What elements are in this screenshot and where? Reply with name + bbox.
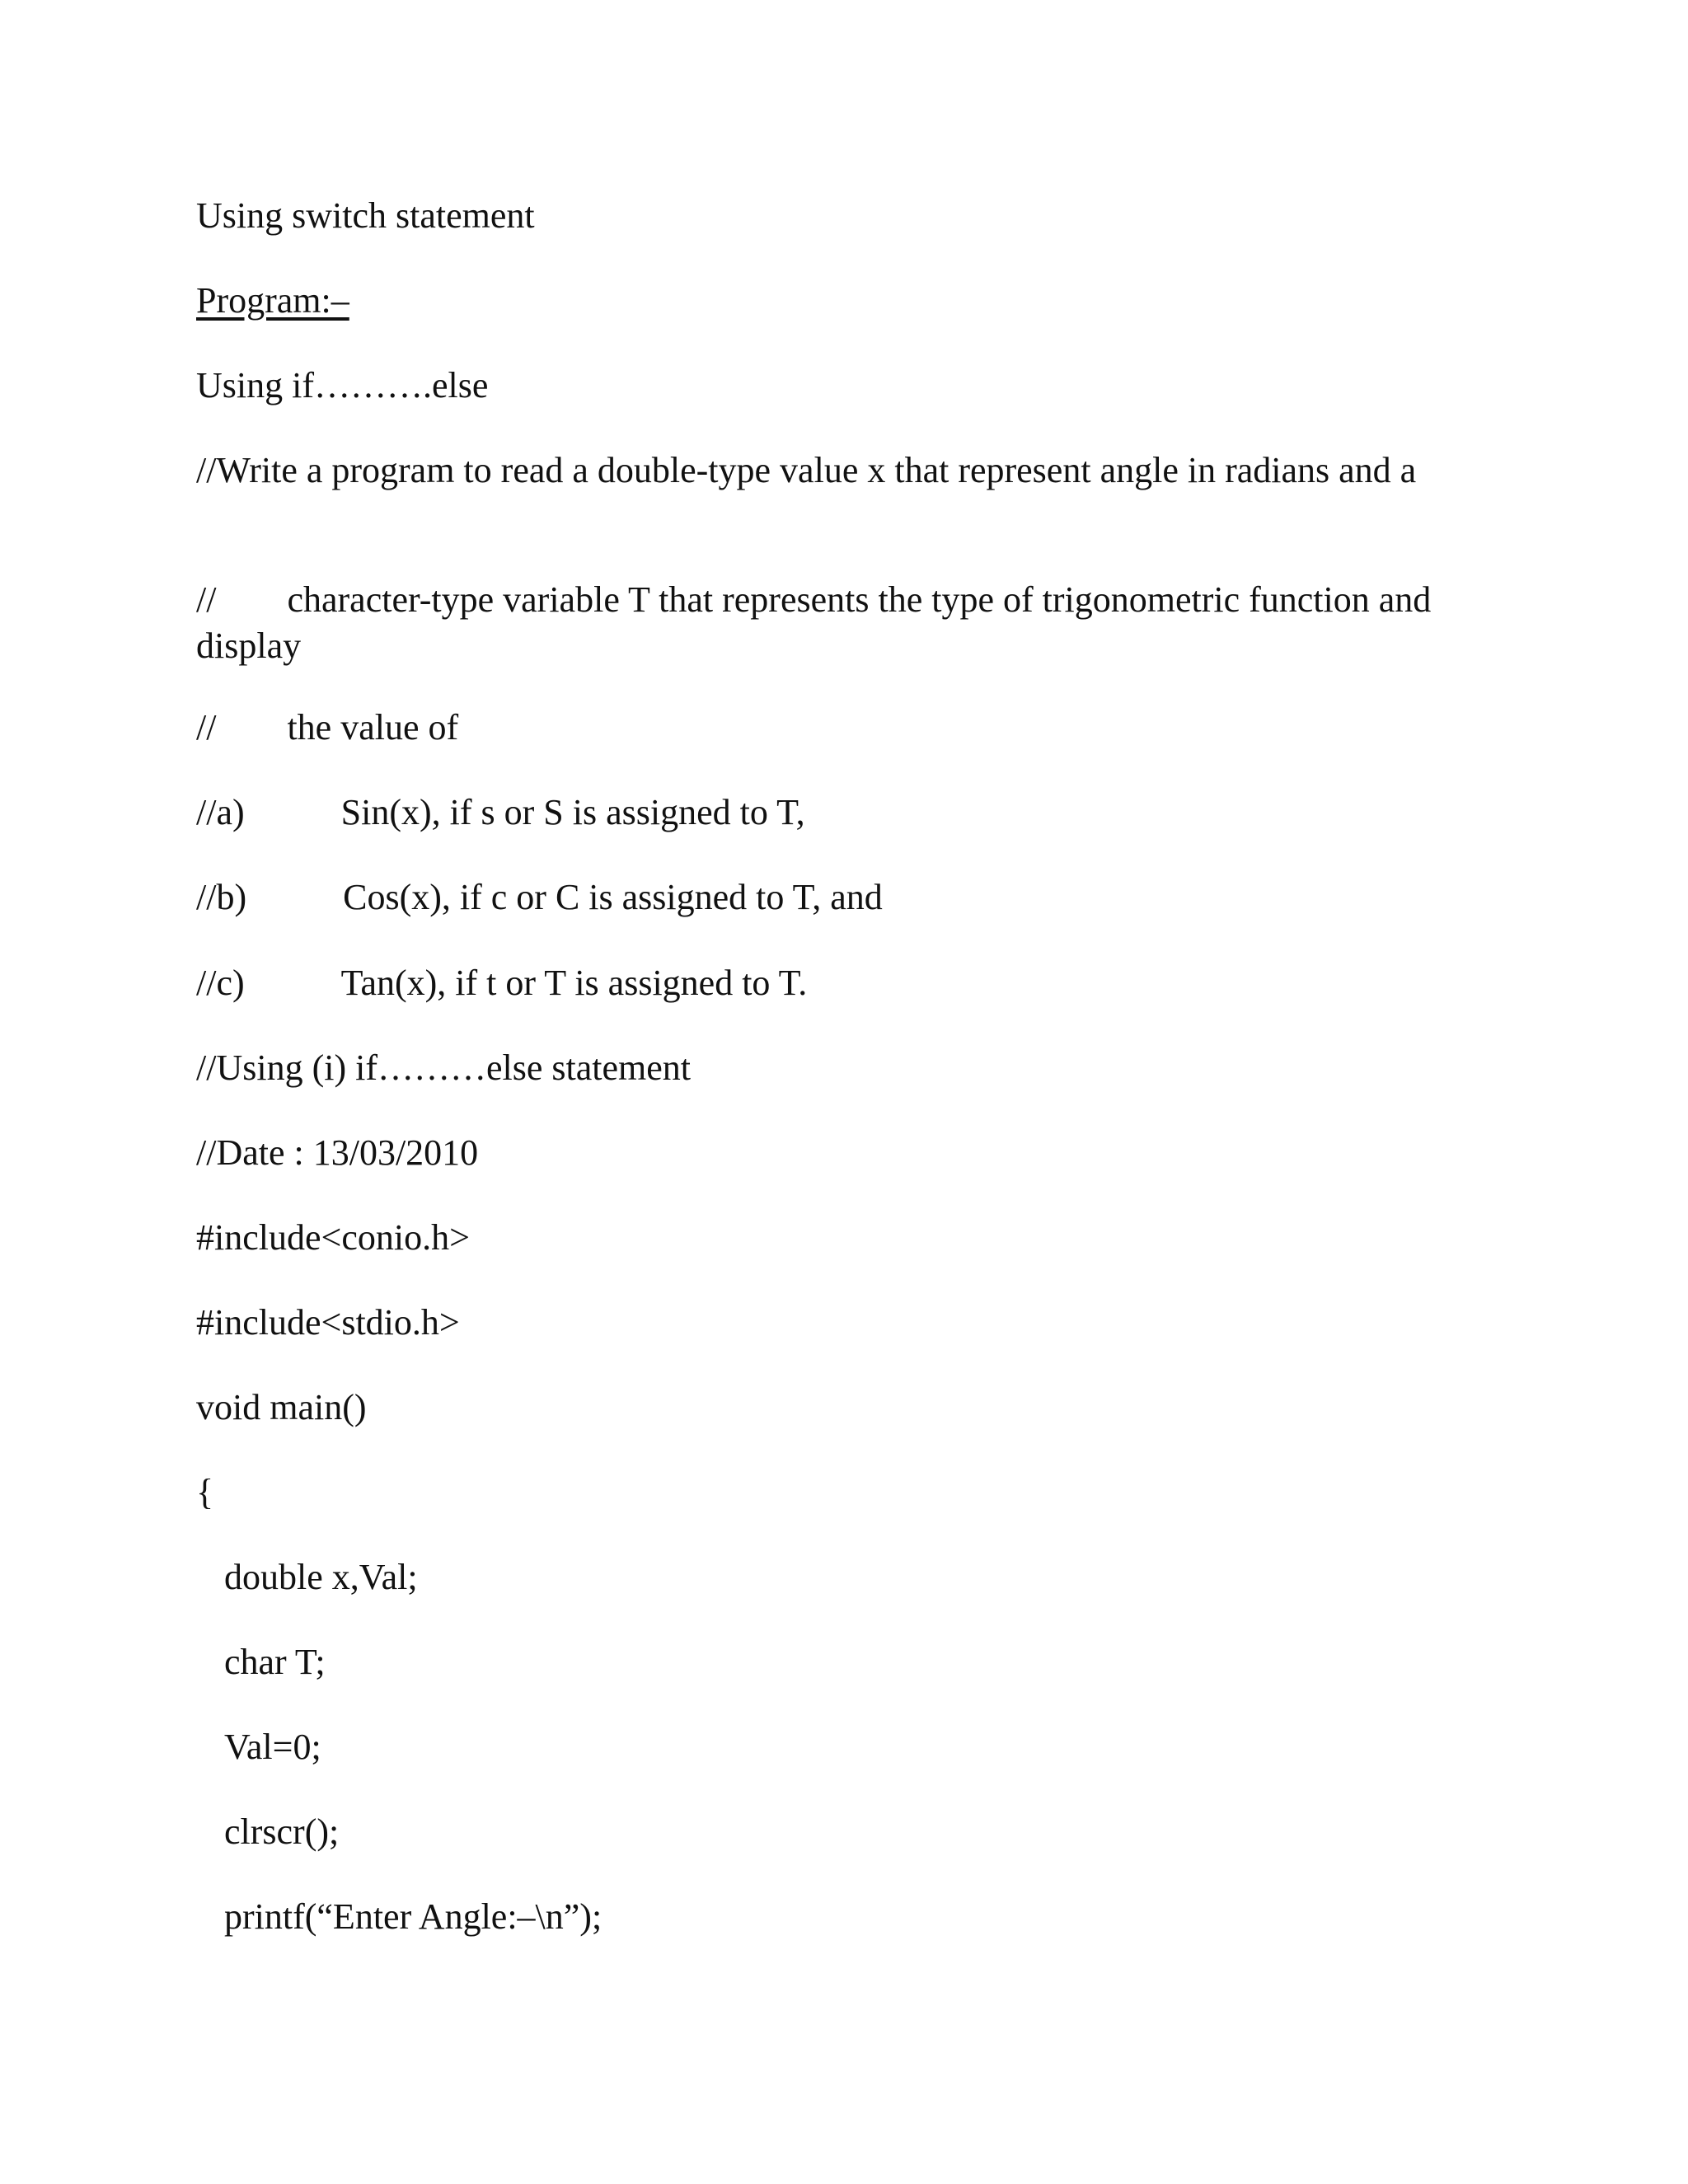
item-prefix: //a) — [196, 792, 245, 832]
item-prefix: //c) — [196, 963, 245, 1003]
list-item-a — [196, 790, 805, 836]
comment-text: the value of — [287, 707, 459, 748]
list-item-b — [196, 874, 883, 921]
comment-line-2 — [196, 577, 1498, 669]
list-item-c — [196, 960, 807, 1006]
comment-prefix: // — [196, 579, 217, 620]
include-stdio: #include<stdio.h> — [196, 1302, 460, 1343]
comment-line-1: //Write a program to read a double-type value x that represent angle in radians and a — [196, 450, 1417, 490]
using-comment: //Using (i) if………else statement — [196, 1047, 691, 1088]
item-text: Sin(x), if s or S is assigned to T, — [340, 792, 805, 832]
item-text: Tan(x), if t or T is assigned to T. — [340, 963, 808, 1003]
code-line-2: char T; — [224, 1642, 326, 1682]
code-line-3: Val=0; — [224, 1727, 321, 1767]
item-text: Cos(x), if c or C is assigned to T, and — [343, 877, 883, 917]
code-line-5: printf(“Enter Angle:–\n”); — [224, 1896, 603, 1937]
subheading: Using if……….else — [196, 365, 489, 405]
comment-line-3 — [196, 705, 458, 751]
heading: Using switch statement — [196, 195, 535, 236]
open-brace: { — [196, 1472, 214, 1512]
program-label: Program:– — [196, 280, 349, 321]
main-signature: void main() — [196, 1387, 367, 1427]
item-prefix: //b) — [196, 877, 247, 917]
date-comment: //Date : 13/03/2010 — [196, 1132, 479, 1173]
comment-prefix: // — [196, 707, 217, 748]
comment-text: character-type variable T that represents the type of trigonometric function and display — [196, 579, 1432, 666]
include-conio: #include<conio.h> — [196, 1217, 470, 1258]
code-line-1: double x,Val; — [224, 1557, 418, 1597]
code-line-4: clrscr(); — [224, 1811, 340, 1852]
